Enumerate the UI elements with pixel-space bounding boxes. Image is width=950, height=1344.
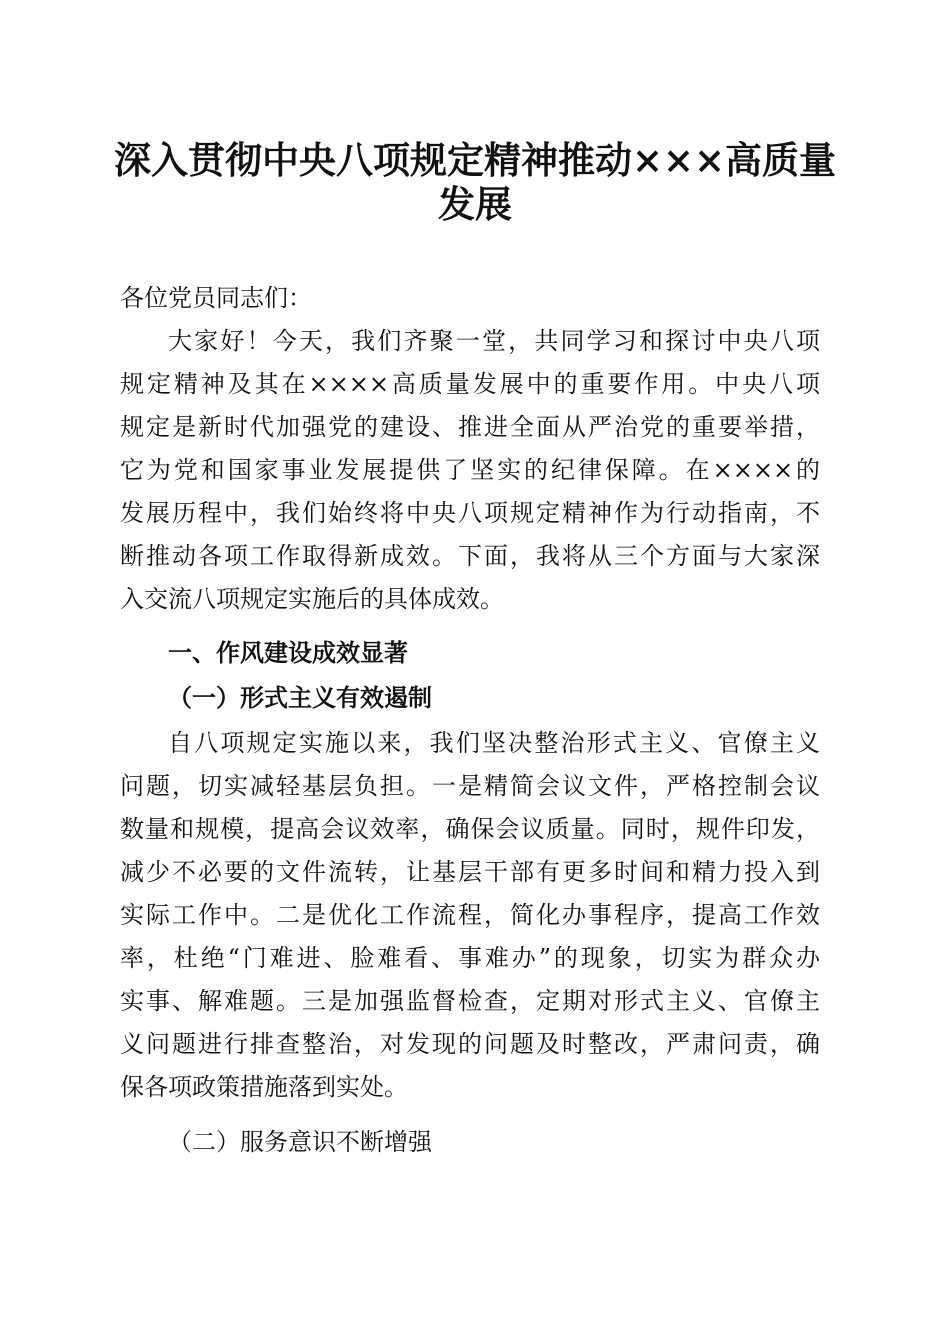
sub1-body-line: 率，杜绝“门难进、脸难看、事难办”的现象，切实为群众办 <box>120 944 820 972</box>
intro-line: 规定精神及其在××××高质量发展中的重要作用。中央八项 <box>120 370 820 398</box>
sub1-body-line: 实际工作中。二是优化工作流程，简化办事程序，提高工作效 <box>120 901 820 929</box>
sub1-body-line: 实事、解难题。三是加强监督检查，定期对形式主义、官僚主 <box>120 987 820 1015</box>
intro-line: 规定是新时代加强党的建设、推进全面从严治党的重要举措， <box>120 413 820 441</box>
intro-line: 它为党和国家事业发展提供了坚实的纪律保障。在××××的 <box>120 456 820 484</box>
sub1-body-line: 数量和规模，提高会议效率，确保会议质量。同时，规件印发， <box>120 815 820 843</box>
section-1-heading: 一、作风建设成效显著 <box>168 639 408 667</box>
sub1-body-line: 问题，切实减轻基层负担。一是精简会议文件，严格控制会议 <box>120 772 820 800</box>
sub1-body-line: 义问题进行排查整治，对发现的问题及时整改，严肃问责，确 <box>120 1030 820 1058</box>
sub1-body-line: 保各项政策措施落到实处。 <box>120 1073 408 1101</box>
salutation: 各位党员同志们： <box>120 284 312 312</box>
subsection-1-heading: （一）形式主义有效遏制 <box>168 683 432 712</box>
intro-line: 发展历程中，我们始终将中央八项规定精神作为行动指南，不 <box>120 499 820 527</box>
intro-line: 大家好！今天，我们齐聚一堂，共同学习和探讨中央八项 <box>168 327 820 355</box>
sub1-body-line: 减少不必要的文件流转，让基层干部有更多时间和精力投入到 <box>120 858 820 886</box>
sub1-body-line: 自八项规定实施以来，我们坚决整治形式主义、官僚主义 <box>168 729 820 757</box>
document-title-line-2: 发展 <box>438 182 512 226</box>
intro-line: 入交流八项规定实施后的具体成效。 <box>120 585 504 613</box>
subsection-2-heading: （二）服务意识不断增强 <box>168 1128 432 1156</box>
intro-line: 断推动各项工作取得新成效。下面，我将从三个方面与大家深 <box>120 542 820 570</box>
document-title-line-1: 深入贯彻中央八项规定精神推动×××高质量 <box>113 138 836 182</box>
